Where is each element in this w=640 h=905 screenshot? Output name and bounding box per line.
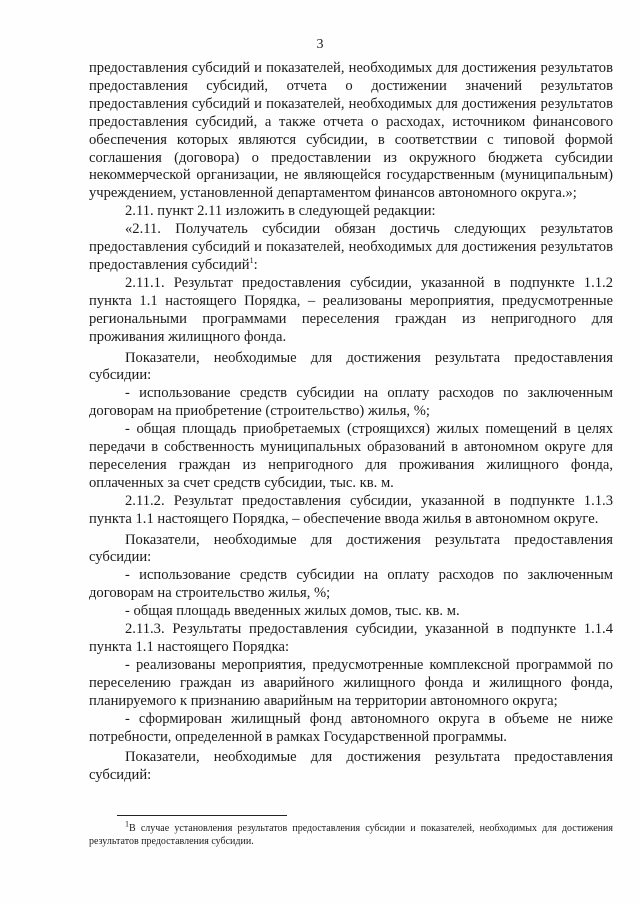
paragraph-2-11-text: «2.11. Получатель субсидии обязан достичь следующих результатов предоставления субсидий и показателей, необходимых для достижения результатов предоставления субсидий	[89, 221, 613, 273]
paragraph-2-11-new-text: «2.11. Получатель субсидии обязан достичь следующих результатов предоставления субсидий и показателей, необходимых для достижения результатов предоставления субсидий$^1$:	[89, 221, 613, 273]
paragraph-continuation: предоставления субсидий и показателей, необходимых для достижения результатов предоставления субсидий, отчета о достижении значений результатов предоставления субсидий и показателей, необходимых для достижения результатов предоставления субсидий, а также отчета о расходах, источником финансового обеспечения которых являются субсидии, в соответствии с типовой формой соглашения (договора) о предоставлении из окружного бюджета субсидии некоммерческой организации, не являющейся государственным (муниципальным) учреждением, установленной департаментом финансов автономного округа.»;	[89, 60, 613, 202]
document-body	[89, 60, 613, 785]
paragraph-indicators-1: Показатели, необходимые для достижения результата предоставления субсидии:	[89, 349, 613, 384]
paragraph-indicator-2b: - общая площадь введенных жилых домов, тыс. кв. м.	[125, 603, 460, 620]
paragraph-indicator-2a: - использование средств субсидии на оплату расходов по заключенным договорам на строительство жилья, %;	[89, 567, 613, 602]
paragraph-2-11-1: 2.11.1. Результат предоставления субсидии, указанной в подпункте 1.1.2 пункта 1.1 настоящего Порядка, – реализованы мероприятия, предусмотренные региональными программами переселения граждан из непригодного для проживания жилищного фонда.	[89, 274, 613, 345]
paragraph-result-3b: - сформирован жилищный фонд автономного округа в объеме не ниже потребности, определенной в рамках Государственной программы.	[89, 710, 613, 745]
paragraph-2-11-2: 2.11.2. Результат предоставления субсидии, указанной в подпункте 1.1.3 пункта 1.1 настоящего Порядка, – обеспечение ввода жилья в автономном округе.	[89, 492, 613, 527]
footnote-text: В случае установления результатов предоставления субсидии и показателей, необходимых для достижения результатов предоставления субсидии.	[89, 823, 613, 847]
footnote-ref: 1	[249, 256, 254, 266]
paragraph-indicator-1b: - общая площадь приобретаемых (строящихся) жилых помещений в целях передачи в собственность муниципальных образований в автономном округе для переселения граждан из непригодного для проживания жилищного фонда, оплаченных за счет средств субсидии, тыс. кв. м.	[89, 421, 613, 491]
paragraph-2-11-3: 2.11.3. Результаты предоставления субсидии, указанной в подпункте 1.1.4 пункта 1.1 настоящего Порядка:	[89, 621, 613, 655]
page-number: 3	[316, 37, 324, 52]
footnote	[89, 819, 613, 848]
paragraph-result-3a: - реализованы мероприятия, предусмотренные комплексной программой по переселению граждан из аварийного жилищного фонда и жилищного фонда, планируемого к признанию аварийным на территории автономного округа;	[89, 656, 613, 709]
footnote-marker: 1	[125, 819, 129, 829]
paragraph-indicator-1a: - использование средств субсидии на оплату расходов по заключенным договорам на приобретение (строительство) жилья, %;	[89, 385, 613, 420]
paragraph-item-2-11: 2.11. пункт 2.11 изложить в следующей редакции:	[125, 203, 436, 220]
paragraph-indicators-2: Показатели, необходимые для достижения результата предоставления субсидии:	[89, 531, 613, 566]
footnote-divider	[117, 815, 287, 816]
paragraph-indicators-3: Показатели, необходимые для достижения результата предоставления субсидий:	[89, 749, 613, 784]
